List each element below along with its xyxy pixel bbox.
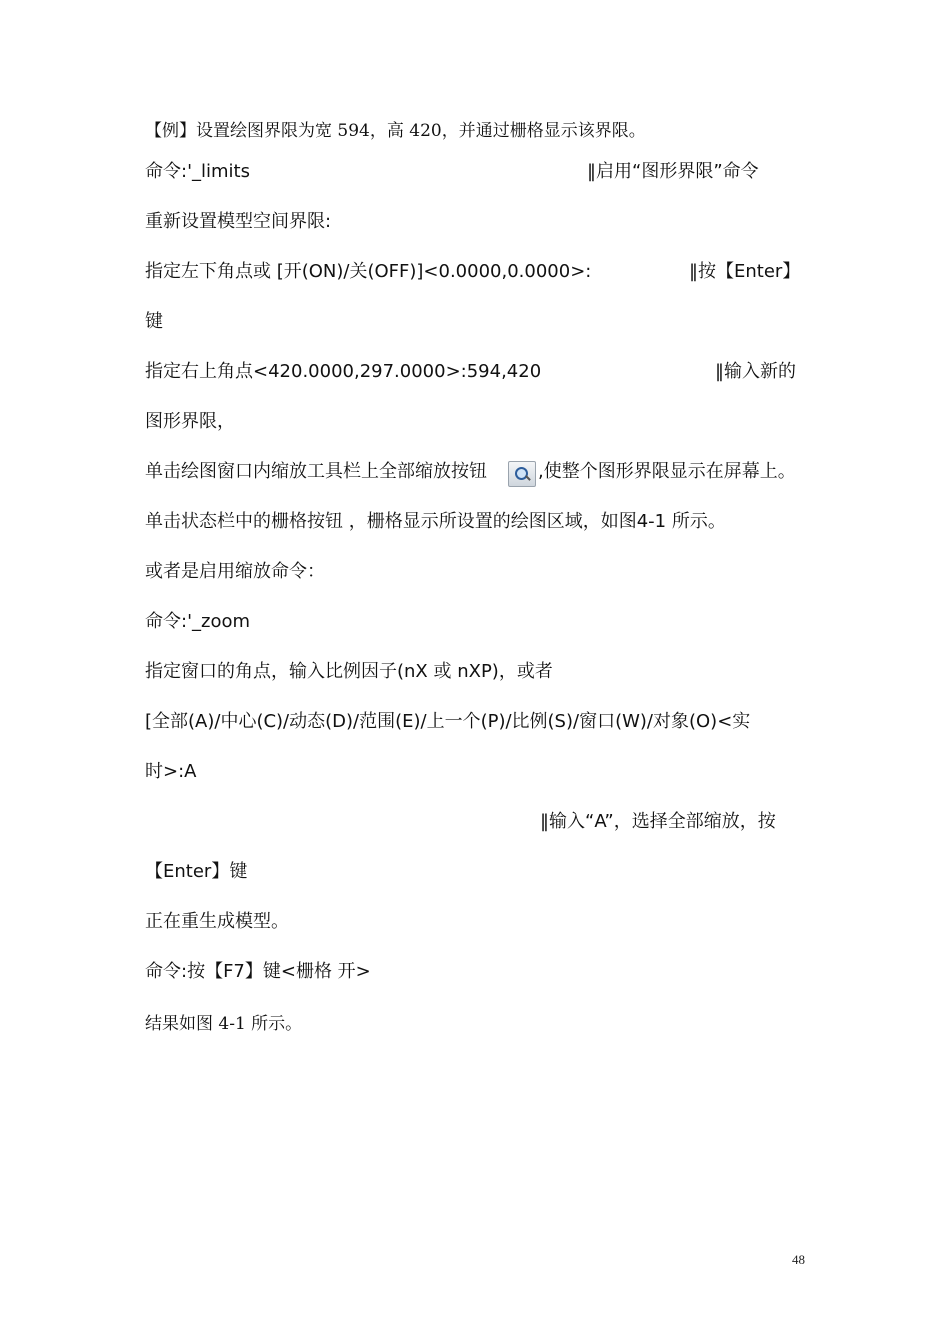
realtime-answer: 时>:A <box>145 761 197 782</box>
command-zoom: 命令:'_zoom <box>145 611 251 632</box>
example-heading: 【例】设置绘图界限为宽 594，高 420，并通过栅格显示该界限。 <box>145 121 646 141</box>
comment-press-enter: ‖按【Enter】 <box>689 261 801 282</box>
lower-left-prompt: 指定左下角点或 [开(ON)/关(OFF)]<0.0000,0.0000>: <box>145 261 592 282</box>
command-f7: 命令:按【F7】键<栅格 开> <box>145 961 371 982</box>
limits-text: 图形界限， <box>145 411 235 432</box>
reset-model-space: 重新设置模型空间界限: <box>145 211 332 232</box>
key-text: 键 <box>145 311 163 332</box>
zoom-all-result: ,使整个图形界限显示在屏幕上。 <box>538 461 796 482</box>
window-corner-prompt: 指定窗口的角点，输入比例因子(nX 或 nXP)，或者 <box>145 661 553 682</box>
regenerating-model: 正在重生成模型。 <box>145 911 289 932</box>
zoom-all-instruction: 单击绘图窗口内缩放工具栏上全部缩放按钮 <box>145 461 487 482</box>
page-number: 48 <box>792 1252 805 1267</box>
grid-button-instruction: 单击状态栏中的栅格按钮 ，栅格显示所设置的绘图区域，如图4-1 所示。 <box>145 511 726 532</box>
zoom-command-intro: 或者是启用缩放命令： <box>145 561 325 582</box>
comment-new-limits: ‖输入新的 <box>715 361 796 382</box>
enter-key-text: 【Enter】键 <box>145 861 248 882</box>
comment-limits: ‖启用“图形界限”命令 <box>587 161 759 182</box>
comment-input-a: ‖输入“A”，选择全部缩放，按 <box>540 811 776 832</box>
result-caption: 结果如图 4-1 所示。 <box>145 1014 303 1034</box>
zoom-all-icon <box>508 461 536 487</box>
command-limits: 命令:'_limits <box>145 161 250 182</box>
zoom-options: [全部(A)/中心(C)/动态(D)/范围(E)/上一个(P)/比例(S)/窗口(W)/对象(O)<实 <box>145 711 751 732</box>
upper-right-prompt: 指定右上角点<420.0000,297.0000>:594,420 <box>145 361 542 382</box>
